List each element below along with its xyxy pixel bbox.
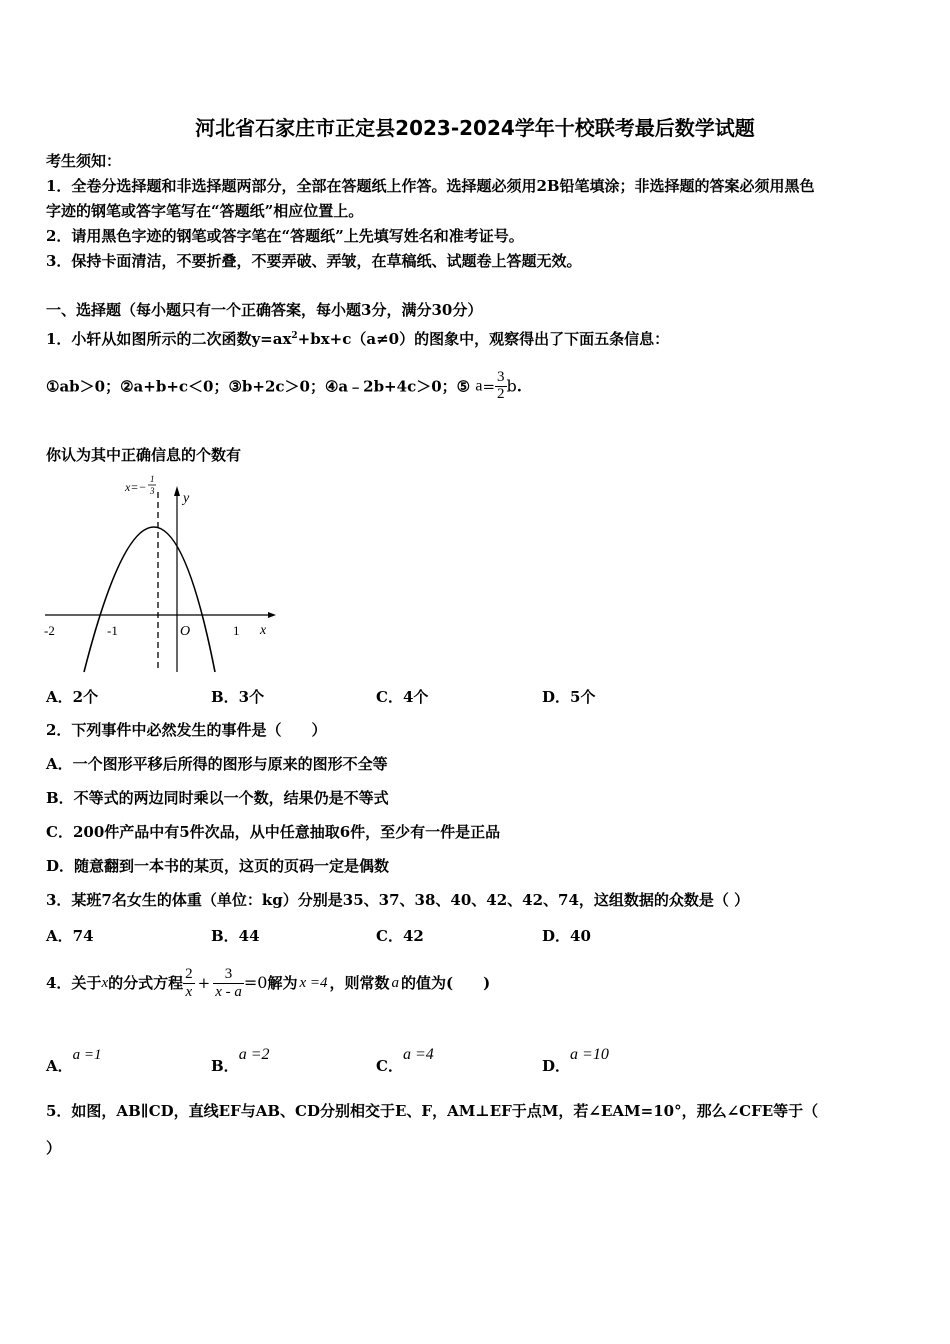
q2-option-b[interactable]: B．不等式的两边同时乘以一个数，结果仍是不等式 [46,789,389,807]
q4-option-d[interactable] [542,1046,609,1076]
section-heading: 一、选择题（每小题只有一个正确答案，每小题3分，满分30分） [46,301,483,319]
q4-fraction-1-num: 2 [185,965,193,982]
q4-option-d-value: a =10 [570,1046,609,1063]
q5-stem-end: ） [46,1139,62,1157]
symmetry-axis-label: x=− [125,480,147,494]
tick-label: -1 [107,623,118,638]
q1-stem-part-a: 1．小轩从如图所示的二次函数y=ax [46,330,292,348]
q4-option-d-letter: D． [542,1057,571,1075]
q4-fraction-2-den: x - a [215,983,242,1000]
symmetry-axis-den: 3 [150,486,155,496]
q3-option-a[interactable]: A．74 [46,927,94,945]
q4-stem [46,960,490,1004]
q4-option-c[interactable] [376,1046,434,1076]
notice-item-2: 2．请用黑色字迹的钢笔或答字笔在“答题纸”上先填写姓名和准考证号。 [46,227,524,245]
q4-option-c-value: a =4 [402,1046,434,1063]
symmetry-axis-num: 1 [150,474,155,484]
q4-option-b-letter: B． [211,1057,239,1075]
notice-item-1a: 1．全卷分选择题和非选择题两部分，全部在答题纸上作答。选择题必须用2B铅笔填涂；非选择题的答案必须用黑色 [46,177,815,195]
q4-fraction-2 [213,966,244,1001]
q4-option-a[interactable] [46,1047,102,1076]
q4-equals-zero: =0 [243,973,268,992]
q4-plus: + [197,974,211,992]
q2-stem: 2．下列事件中必然发生的事件是（ ） [46,721,327,739]
origin-label: O [180,624,191,639]
q1-option-d[interactable]: D．5个 [542,688,596,706]
q3-option-d[interactable]: D．40 [542,927,591,945]
q1-info-fraction-num: 3 [497,369,505,385]
q5-stem: 5．如图，AB∥CD，直线EF与AB、CD分别相交于E、F，AM⊥EF于点M，若∠EAM=10°，那么∠CFE等于（ [46,1102,819,1120]
q4-var-a: a [391,975,400,991]
q1-stem-part-b: +bx+c（a≠0）的图象中，观察得出了下面五条信息： [297,330,670,348]
q1-info [46,370,522,403]
q1-stem-exponent: 2 [291,331,298,341]
q4-stem-part-c: 解为 [267,974,298,992]
q1-info-text: ①ab＞0；②a+b+c＜0；③b+2c＞0；④a﹣2b+4c＞0；⑤ [46,377,471,396]
q4-fraction-1 [183,966,195,1001]
tick-label: 1 [233,623,240,638]
q1-option-a[interactable]: A．2个 [46,688,99,706]
q2-option-c[interactable]: C．200件产品中有5件次品，从中任意抽取6件，至少有一件是正品 [46,823,501,841]
y-axis-arrow [174,486,180,496]
x-axis-arrow [268,612,276,618]
x-axis-label: x [260,623,267,638]
q4-option-a-letter: A． [46,1057,73,1075]
q1-info-b: b [506,376,517,396]
exam-title: 河北省石家庄市正定县2023-2024学年十校联考最后数学试题 [195,116,755,140]
q4-stem-part-b: 的分式方程 [108,974,184,992]
q4-option-c-letter: C． [376,1057,403,1075]
q1-parabola-graph [40,472,280,677]
q3-option-c[interactable]: C．42 [376,927,424,945]
y-axis-label: y [183,491,190,506]
q4-stem-part-d: ，则常数 [329,974,390,992]
parabola-curve [84,527,215,672]
q1-info-eq: = [482,377,496,396]
q1-info-a: a [475,377,483,395]
q3-stem: 3．某班7名女生的体重（单位：kg）分别是35、37、38、40、42、42、74，这组数据的众数是（ ） [46,891,750,909]
notice-item-1b: 字迹的钢笔或答字笔写在“答题纸”相应位置上。 [46,202,364,220]
q4-option-b-value: a =2 [238,1046,270,1063]
q1-stem [46,326,669,349]
q1-option-c[interactable]: C．4个 [376,688,429,706]
q4-option-a-value: a =1 [72,1047,102,1063]
q4-fraction-1-den: x [185,983,193,1000]
q4-option-b[interactable] [211,1046,270,1076]
q4-stem-part-a: 4．关于 [46,974,102,992]
q4-fraction-2-num: 3 [213,966,244,984]
notice-heading: 考生须知： [46,152,122,170]
q2-option-a[interactable]: A．一个图形平移后所得的图形与原来的图形不全等 [46,755,388,773]
tick-label: -2 [44,623,55,638]
q1-option-b[interactable]: B．3个 [211,688,265,706]
q1-info-fraction [495,370,507,403]
q3-option-b[interactable]: B．44 [211,927,260,945]
q4-var-x: x [101,975,109,991]
notice-item-3: 3．保持卡面清洁，不要折叠，不要弄破、弄皱，在草稿纸、试题卷上答题无效。 [46,252,582,270]
q1-info-fraction-den: 2 [497,385,505,402]
q1-ask: 你认为其中正确信息的个数有 [46,446,242,464]
q2-option-d[interactable]: D．随意翻到一本书的某页，这页的页码一定是偶数 [46,857,390,875]
q4-stem-part-e: 的值为( ) [401,974,491,992]
q1-info-end: . [516,377,522,396]
q4-solution: x =4 [299,975,328,991]
